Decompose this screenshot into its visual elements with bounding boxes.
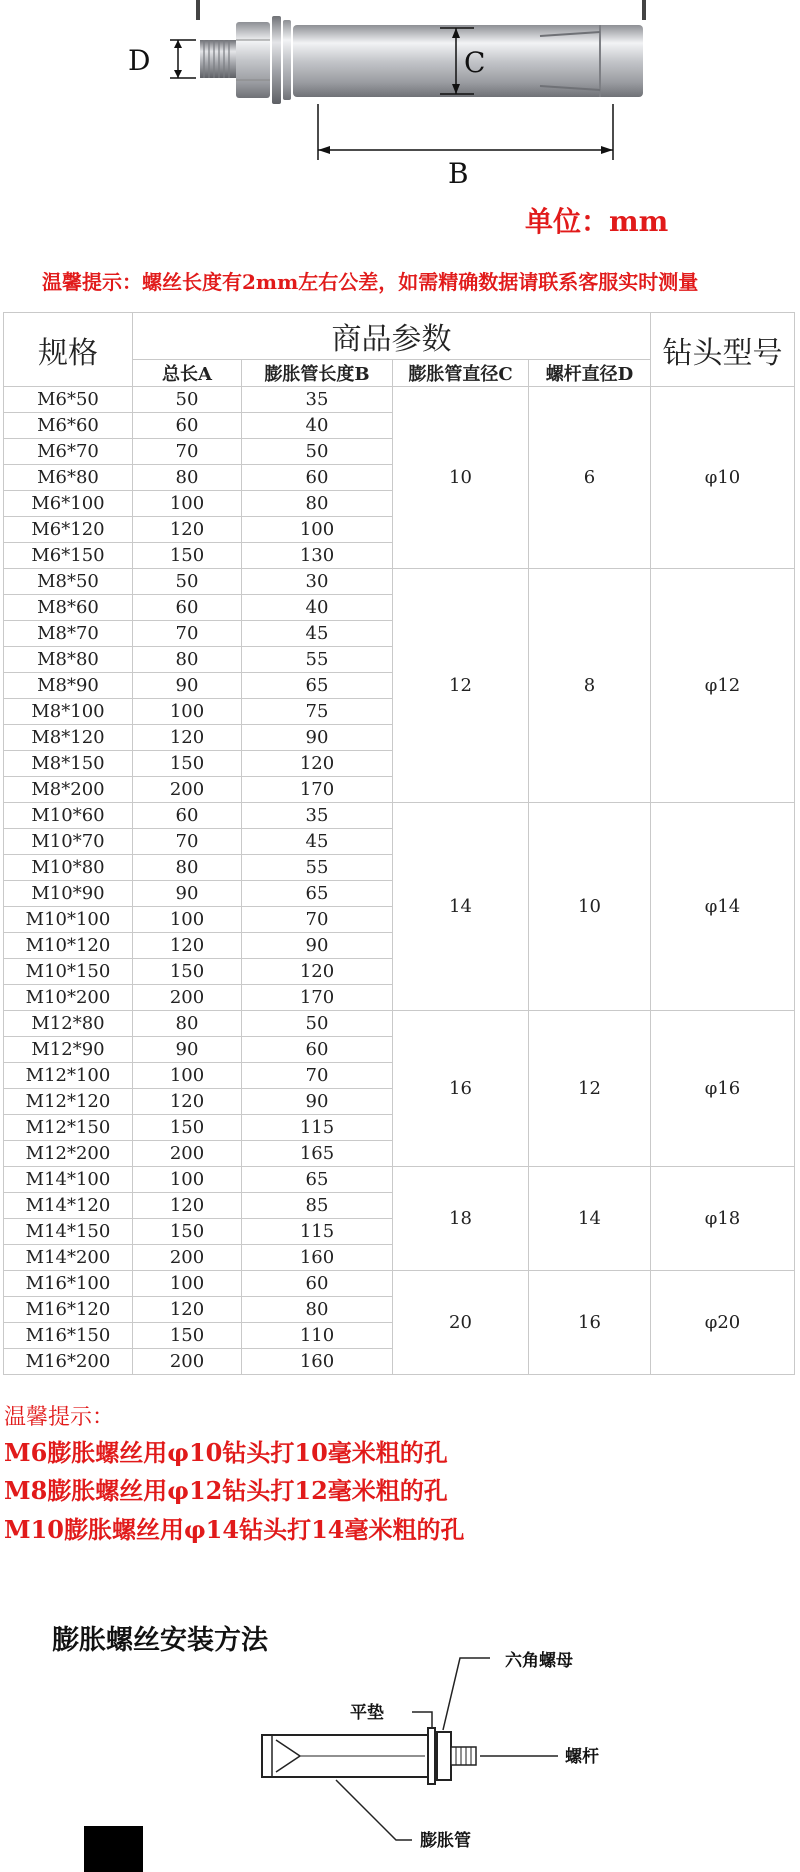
drill-size-cell: φ10 <box>651 387 795 569</box>
black-block <box>84 1826 143 1872</box>
total-length-cell: 120 <box>133 933 242 959</box>
tube-diameter-cell: 10 <box>393 387 529 569</box>
tube-length-cell: 110 <box>242 1323 393 1349</box>
total-length-cell: 100 <box>133 1271 242 1297</box>
total-length-cell: 80 <box>133 855 242 881</box>
tube-length-cell: 90 <box>242 933 393 959</box>
total-length-cell: 150 <box>133 959 242 985</box>
label-rod: 螺杆 <box>565 1747 599 1767</box>
tube-length-cell: 120 <box>242 751 393 777</box>
spec-cell: M16*150 <box>4 1323 133 1349</box>
drill-size-cell: φ20 <box>651 1271 795 1375</box>
spec-cell: M8*90 <box>4 673 133 699</box>
total-length-cell: 100 <box>133 491 242 517</box>
table-row <box>4 1011 795 1037</box>
tube-length-cell: 85 <box>242 1193 393 1219</box>
rod-diameter-cell: 6 <box>529 387 651 569</box>
total-length-cell: 120 <box>133 1193 242 1219</box>
tip-line-m8: M8膨胀螺丝用φ12钻头打12毫米粗的孔 <box>4 1476 448 1505</box>
total-length-cell: 150 <box>133 751 242 777</box>
total-length-cell: 90 <box>133 1037 242 1063</box>
label-washer: 平垫 <box>350 1703 384 1723</box>
spec-cell: M8*150 <box>4 751 133 777</box>
tube-length-cell: 160 <box>242 1245 393 1271</box>
total-length-cell: 70 <box>133 621 242 647</box>
spec-cell: M16*100 <box>4 1271 133 1297</box>
spec-cell: M12*100 <box>4 1063 133 1089</box>
total-length-cell: 200 <box>133 985 242 1011</box>
total-length-cell: 120 <box>133 725 242 751</box>
drill-size-cell: φ16 <box>651 1011 795 1167</box>
tube-length-cell: 120 <box>242 959 393 985</box>
tube-length-cell: 40 <box>242 413 393 439</box>
subheader-total-length: 总长A <box>133 360 242 387</box>
spec-cell: M16*200 <box>4 1349 133 1375</box>
spec-cell: M6*60 <box>4 413 133 439</box>
drill-size-cell: φ18 <box>651 1167 795 1271</box>
total-length-cell: 120 <box>133 1089 242 1115</box>
spec-cell: M10*90 <box>4 881 133 907</box>
spec-table <box>3 312 795 1375</box>
tips-heading: 温馨提示： <box>4 1405 115 1430</box>
total-length-cell: 150 <box>133 1115 242 1141</box>
install-diagram <box>0 1640 800 1872</box>
spec-cell: M6*70 <box>4 439 133 465</box>
tube-length-cell: 50 <box>242 439 393 465</box>
total-length-cell: 100 <box>133 907 242 933</box>
tube-diameter-cell: 14 <box>393 803 529 1011</box>
tube-length-cell: 65 <box>242 1167 393 1193</box>
subheader-rod-diameter: 螺杆直径D <box>529 360 651 387</box>
dimension-b-label: B <box>448 157 469 190</box>
tube-diameter-cell: 16 <box>393 1011 529 1167</box>
tube-length-cell: 40 <box>242 595 393 621</box>
tube-length-cell: 65 <box>242 881 393 907</box>
total-length-cell: 90 <box>133 673 242 699</box>
subheader-tube-length: 膨胀管长度B <box>242 360 393 387</box>
tube-length-cell: 30 <box>242 569 393 595</box>
tube-length-cell: 90 <box>242 1089 393 1115</box>
spec-cell: M10*100 <box>4 907 133 933</box>
tube-length-cell: 80 <box>242 1297 393 1323</box>
total-length-cell: 60 <box>133 413 242 439</box>
table-row <box>4 1167 795 1193</box>
total-length-cell: 100 <box>133 699 242 725</box>
tube-diameter-cell: 20 <box>393 1271 529 1375</box>
rod-diameter-cell: 14 <box>529 1167 651 1271</box>
tube-length-cell: 115 <box>242 1219 393 1245</box>
spec-cell: M10*120 <box>4 933 133 959</box>
spec-cell: M10*70 <box>4 829 133 855</box>
total-length-cell: 70 <box>133 829 242 855</box>
spec-cell: M8*120 <box>4 725 133 751</box>
total-length-cell: 120 <box>133 1297 242 1323</box>
tube-length-cell: 165 <box>242 1141 393 1167</box>
total-length-cell: 70 <box>133 439 242 465</box>
tube-length-cell: 35 <box>242 387 393 413</box>
spec-cell: M10*150 <box>4 959 133 985</box>
tube-length-cell: 65 <box>242 673 393 699</box>
spec-cell: M14*100 <box>4 1167 133 1193</box>
tolerance-notice: 温馨提示：螺丝长度有2mm左右公差，如需精确数据请联系客服实时测量 <box>42 270 699 294</box>
table-row <box>4 569 795 595</box>
spec-cell: M10*200 <box>4 985 133 1011</box>
tube-length-cell: 170 <box>242 777 393 803</box>
total-length-cell: 100 <box>133 1063 242 1089</box>
spec-cell: M8*60 <box>4 595 133 621</box>
total-length-cell: 50 <box>133 569 242 595</box>
drill-size-cell: φ14 <box>651 803 795 1011</box>
product-diagram <box>0 0 800 250</box>
tube-length-cell: 35 <box>242 803 393 829</box>
total-length-cell: 90 <box>133 881 242 907</box>
tip-line-m10: M10膨胀螺丝用φ14钻头打14毫米粗的孔 <box>4 1515 465 1544</box>
table-row <box>4 387 795 413</box>
drill-size-cell: φ12 <box>651 569 795 803</box>
total-length-cell: 150 <box>133 1323 242 1349</box>
spec-cell: M8*50 <box>4 569 133 595</box>
install-title: 膨胀螺丝安装方法 <box>52 1625 268 1656</box>
total-length-cell: 80 <box>133 1011 242 1037</box>
dimension-d-label: D <box>128 44 151 77</box>
tube-length-cell: 60 <box>242 1037 393 1063</box>
spec-cell: M6*80 <box>4 465 133 491</box>
spec-cell: M12*150 <box>4 1115 133 1141</box>
unit-label: 单位：mm <box>525 205 669 238</box>
tube-length-cell: 60 <box>242 1271 393 1297</box>
spec-cell: M14*200 <box>4 1245 133 1271</box>
total-length-cell: 80 <box>133 465 242 491</box>
spec-cell: M8*80 <box>4 647 133 673</box>
tube-length-cell: 75 <box>242 699 393 725</box>
total-length-cell: 60 <box>133 803 242 829</box>
spec-cell: M6*120 <box>4 517 133 543</box>
spec-cell: M8*70 <box>4 621 133 647</box>
total-length-cell: 200 <box>133 1141 242 1167</box>
header-spec: 规格 <box>4 313 133 387</box>
spec-cell: M12*90 <box>4 1037 133 1063</box>
rod-diameter-cell: 8 <box>529 569 651 803</box>
rod-diameter-cell: 16 <box>529 1271 651 1375</box>
dimension-c-label: C <box>464 46 486 79</box>
tube-length-cell: 80 <box>242 491 393 517</box>
tube-diameter-cell: 18 <box>393 1167 529 1271</box>
tube-length-cell: 60 <box>242 465 393 491</box>
total-length-cell: 150 <box>133 543 242 569</box>
tube-length-cell: 70 <box>242 1063 393 1089</box>
tube-length-cell: 160 <box>242 1349 393 1375</box>
total-length-cell: 200 <box>133 1245 242 1271</box>
tube-length-cell: 130 <box>242 543 393 569</box>
subheader-tube-diameter: 膨胀管直径C <box>393 360 529 387</box>
spec-cell: M12*120 <box>4 1089 133 1115</box>
spec-cell: M6*150 <box>4 543 133 569</box>
total-length-cell: 80 <box>133 647 242 673</box>
tip-line-m6: M6膨胀螺丝用φ10钻头打10毫米粗的孔 <box>4 1438 448 1467</box>
tube-length-cell: 45 <box>242 829 393 855</box>
tube-length-cell: 170 <box>242 985 393 1011</box>
total-length-cell: 120 <box>133 517 242 543</box>
spec-cell: M8*100 <box>4 699 133 725</box>
tube-length-cell: 90 <box>242 725 393 751</box>
tube-length-cell: 45 <box>242 621 393 647</box>
tube-length-cell: 50 <box>242 1011 393 1037</box>
tube-diameter-cell: 12 <box>393 569 529 803</box>
label-tube: 膨胀管 <box>420 1831 471 1851</box>
tube-length-cell: 100 <box>242 517 393 543</box>
rod-diameter-cell: 10 <box>529 803 651 1011</box>
spec-cell: M10*60 <box>4 803 133 829</box>
total-length-cell: 150 <box>133 1219 242 1245</box>
header-drill: 钻头型号 <box>651 313 795 387</box>
total-length-cell: 200 <box>133 777 242 803</box>
rod-diameter-cell: 12 <box>529 1011 651 1167</box>
spec-cell: M16*120 <box>4 1297 133 1323</box>
spec-cell: M14*120 <box>4 1193 133 1219</box>
spec-cell: M12*80 <box>4 1011 133 1037</box>
total-length-cell: 200 <box>133 1349 242 1375</box>
spec-cell: M6*100 <box>4 491 133 517</box>
table-row <box>4 1271 795 1297</box>
spec-cell: M8*200 <box>4 777 133 803</box>
spec-cell: M12*200 <box>4 1141 133 1167</box>
tube-length-cell: 55 <box>242 855 393 881</box>
tube-length-cell: 55 <box>242 647 393 673</box>
total-length-cell: 100 <box>133 1167 242 1193</box>
tube-length-cell: 70 <box>242 907 393 933</box>
table-row <box>4 803 795 829</box>
spec-cell: M10*80 <box>4 855 133 881</box>
total-length-cell: 50 <box>133 387 242 413</box>
spec-cell: M14*150 <box>4 1219 133 1245</box>
spec-cell: M6*50 <box>4 387 133 413</box>
spec-table-body <box>4 387 795 1375</box>
label-hex-nut: 六角螺母 <box>505 1651 573 1671</box>
total-length-cell: 60 <box>133 595 242 621</box>
tube-length-cell: 115 <box>242 1115 393 1141</box>
header-params: 商品参数 <box>133 313 651 360</box>
